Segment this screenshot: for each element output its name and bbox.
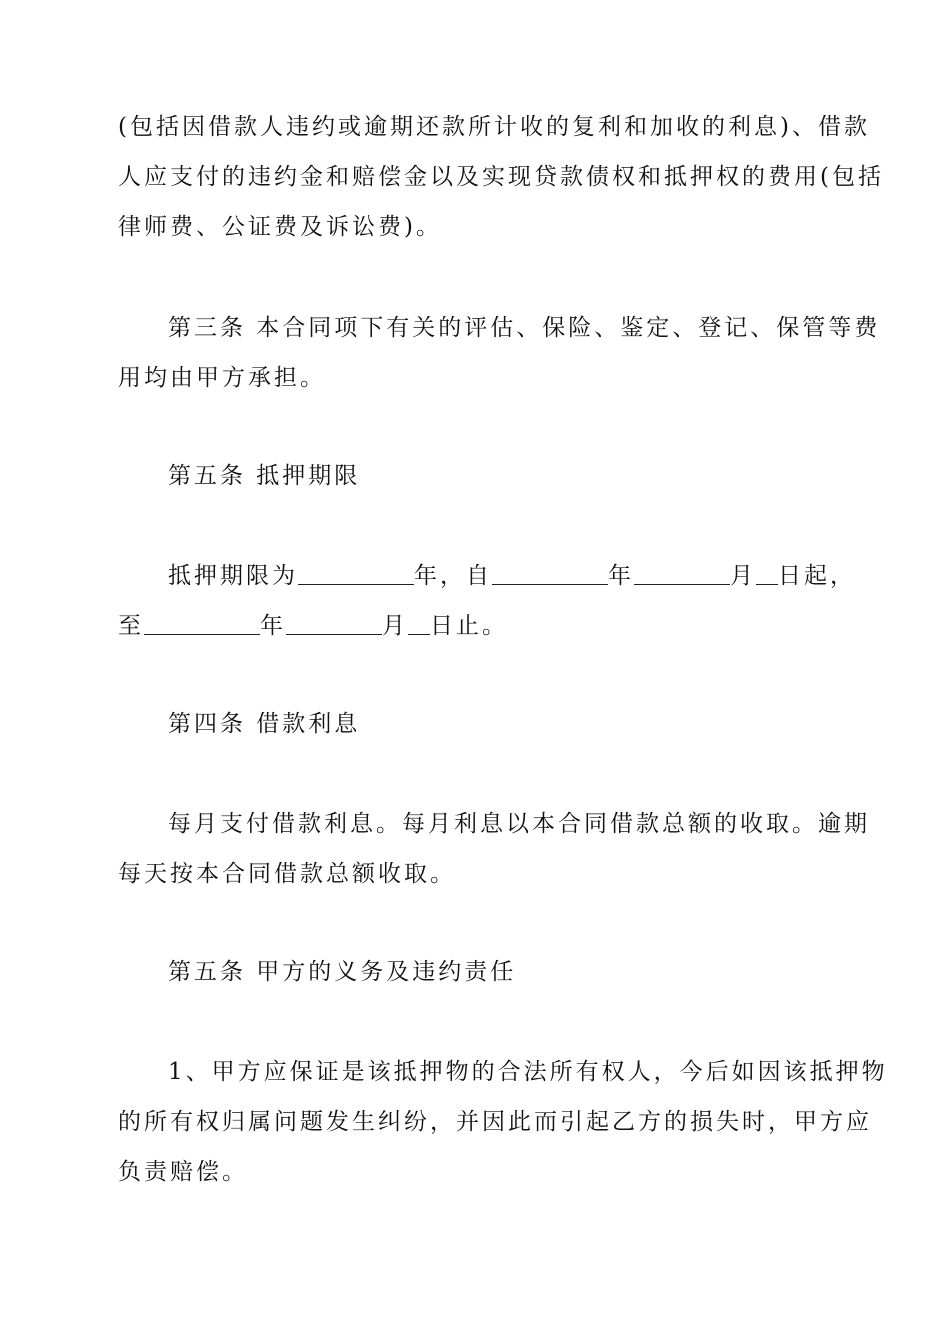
article-3-line: 第三条 本合同项下有关的评估、保险、鉴定、登记、保管等费 [168,315,881,341]
term-line-2 [118,611,838,641]
term-line-1 [168,561,888,591]
section-heading-term: 第五条 抵押期限 [168,463,361,489]
section-heading-interest: 第四条 借款利息 [168,711,361,737]
term-text: 年，自 [414,563,492,589]
section-heading-duties: 第五条 甲方的义务及违约责任 [168,959,517,985]
blank-field-end-day[interactable] [408,612,430,635]
blank-field-end-year[interactable] [144,612,260,635]
term-text: 月 [382,613,408,639]
interest-line: 每天按本合同借款总额收取。 [118,861,456,887]
term-text: 抵押期限为 [168,563,298,589]
duties-line: 负责赔偿。 [118,1159,248,1185]
term-text: 年 [608,563,634,589]
term-text: 至 [118,613,144,639]
blank-field-start-year[interactable] [492,562,608,585]
interest-line: 每月支付借款利息。每月利息以本合同借款总额的收取。逾期 [168,811,870,837]
term-text: 日起， [778,563,856,589]
paragraph-line: 人应支付的违约金和赔偿金以及实现贷款债权和抵押权的费用(包括 [118,164,884,190]
paragraph-line: (包括因借款人违约或逾期还款所计收的复利和加收的利息)、借款 [118,114,870,140]
blank-field-years[interactable] [298,562,414,585]
blank-field-start-month[interactable] [634,562,730,585]
duties-line: 1、甲方应保证是该抵押物的合法所有权人，今后如因该抵押物 [168,1059,888,1085]
paragraph-line: 律师费、公证费及诉讼费)。 [118,214,442,240]
term-text: 年 [260,613,286,639]
blank-field-start-day[interactable] [756,562,778,585]
term-text: 月 [730,563,756,589]
blank-field-end-month[interactable] [286,612,382,635]
duties-line: 的所有权归属问题发生纠纷，并因此而引起乙方的损失时，甲方应 [118,1109,872,1135]
article-3-line: 用均由甲方承担。 [118,365,326,391]
term-text: 日止。 [430,613,508,639]
